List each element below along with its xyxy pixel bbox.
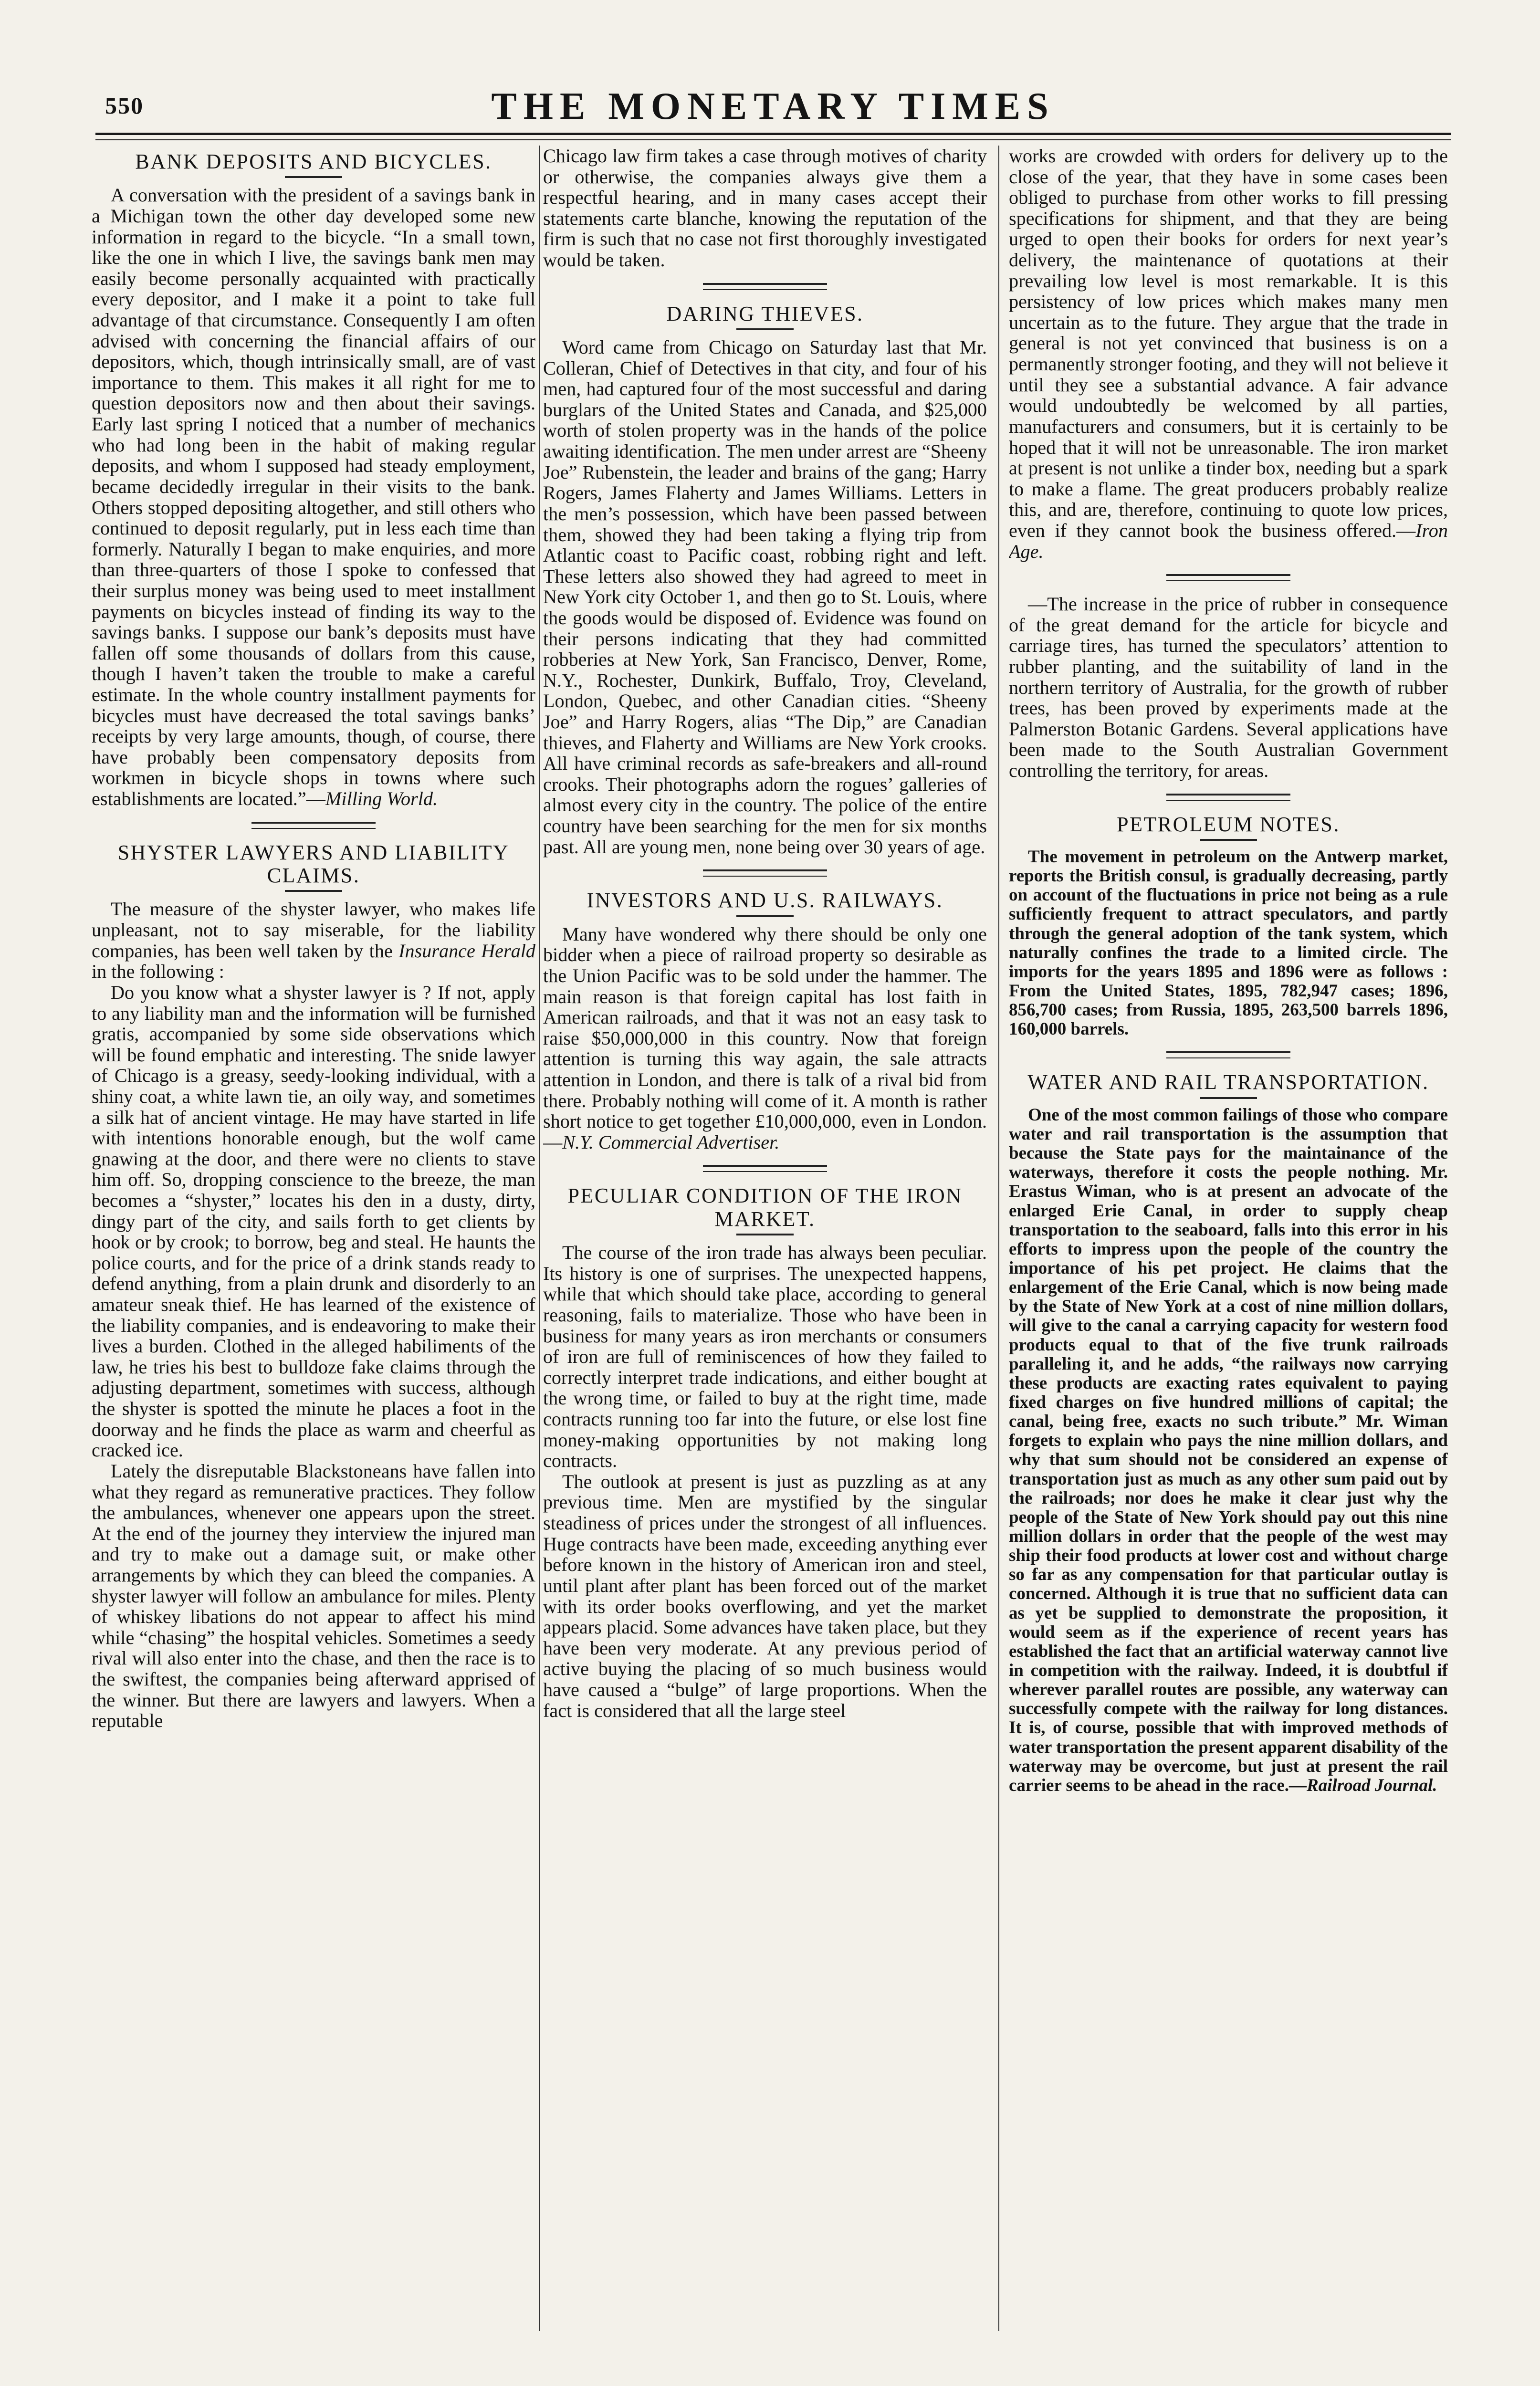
- article-source: Milling World.: [325, 788, 438, 810]
- article-separator: [1166, 794, 1290, 801]
- article-paragraph: —The increase in the price of rubber in consequence of the great demand for the article for bicycle and carriage tires, has turned the speculators’ attention to rubber planting, and the suitability of land in the northern territory of Australia, for the growth of rubber trees, has been proved by experiments made at the Palmerston Botanic Gardens. Several applications have been made to the South Australian Government controlling the territory, for areas.: [1009, 593, 1448, 782]
- article-body: [1009, 594, 1448, 781]
- article-heading: PECULIAR CONDITION OF THE IRON MARKET.: [567, 1184, 963, 1231]
- article-body: [1009, 1106, 1448, 1795]
- article-body: [1009, 146, 1448, 562]
- column-3: [1009, 146, 1448, 2331]
- article-paragraph: Chicago law firm takes a case through motives of charity or otherwise, the companies always give them a respectful hearing, and in many cases accept their statements carte blanche, knowing the reputation of the firm is such that no case not first thoroughly investigated would be taken.: [543, 146, 987, 271]
- article-heading: DARING THIEVES.: [666, 302, 864, 325]
- article-paragraph: Lately the disreputable Blackstoneans have fallen into what they regard as remunerative practices. They follow the ambulances, whenever one appears upon the street. At the end of the journey they interview the injured man and try to make out a damage suit, or make other arrangements by which they can bleed the companies. A shyster lawyer will follow an ambulance for miles. Plenty of whiskey libations do not appear to affect his mind while “chasing” the hospital vehicles. Sometimes a seedy rival will also enter into the chase, and then the race is to the swiftest, the companies being afterward apprised of the winner. But there are lawyers and lawyers. When a reputable: [92, 1460, 535, 1732]
- article-separator: [251, 822, 376, 829]
- article-body: [543, 1242, 987, 1721]
- article-heading: BANK DEPOSITS AND BICYCLES.: [135, 150, 492, 173]
- article-paragraph: The outlook at present is just as puzzling as at any previous time. Men are mystified by the singular steadiness of prices under the strongest of all influences. Huge contracts have been made, exceeding anything ever before known in the history of American iron and steel, until plant after plant has been forced out of the market with its order books overflowing, and yet the market appears placid. Some advances have taken place, but they have been very moderate. At any previous period of active buying the placing of so much business would have caused a “bulge” of large proportions. When the fact is considered that all the large steel: [543, 1470, 987, 1721]
- article-separator: [1166, 1051, 1290, 1058]
- article-paragraph: The course of the iron trade has always been peculiar. Its history is one of surprises. The unexpected happens, while that which should take place, according to general reasoning, fails to materialize. Those who have been in business for many years as iron merchants or consumers of iron are full of reminiscences of how they failed to correctly interpret trade indications, and either bought at the wrong time, or failed to buy at the right time, made contracts running too far into the future, or else lost fine money-making opportunities by not making long contracts.: [543, 1242, 987, 1472]
- heading-rule: [736, 1234, 794, 1235]
- article-body: [92, 185, 535, 809]
- article-separator: [703, 869, 827, 877]
- article-paragraph: in the following :: [92, 961, 224, 983]
- article-heading: PETROLEUM NOTES.: [1117, 812, 1340, 836]
- column-2: [543, 146, 987, 2331]
- heading-rule: [1200, 1097, 1257, 1099]
- article-separator: [1166, 574, 1290, 581]
- column-1: [92, 146, 535, 2331]
- article-body: [543, 337, 987, 857]
- article-body: [1009, 848, 1448, 1039]
- heading-rule: [285, 176, 342, 178]
- article-paragraph: works are crowded with orders for delivery up to the close of the year, that they have in some cases been obliged to purchase from other works to fill pressing specifications for shipment, and that they are being urged to open their books for orders for next year’s delivery, the maintenance of quotations at their prevailing low level is most remarkable. It is this persistency of low prices which makes many men uncertain as to the future. They argue that the trade in general is not yet convinced that business is on a permanently stronger footing, and they will not believe it until they see a substantial advance. A fair advance would undoubtedly be welcomed by all parties, manufacturers and consumers, but it is certainly to be hoped that it will not be unreasonable. The iron market at present is not unlike a tinder box, needing but a spark to make a flame. The great producers probably realize this, and are, therefore, continuing to quote low prices, even if they cannot book the business offered.—: [1009, 146, 1448, 541]
- article-heading: SHYSTER LAWYERS AND LIABILITY CLAIMS.: [117, 840, 510, 888]
- masthead-rule: [95, 133, 1451, 135]
- heading-rule: [736, 915, 794, 917]
- article-source: Railroad Journal.: [1307, 1775, 1437, 1795]
- article-paragraph: Word came from Chicago on Saturday last that Mr. Colleran, Chief of Detectives in that city, and four of his men, had captured four of the most successful and daring burglars of the United States and Canada, and $25,000 worth of stolen property was in the hands of the police awaiting identification. The men under arrest are “Sheeny Joe” Rubenstein, the leader and brains of the gang; Harry Rogers, James Flaherty and James Williams. Letters in the men’s possession, which have been passed between them, showed they had been taking a flying trip from Atlantic coast to Pacific coast, robbing right and left. These letters also showed they had agreed to meet in New York city October 1, and then go to St. Louis, where the goods would be disposed of. Evidence was found on their persons indicating that they had committed robberies at New York, San Francisco, Denver, Rome, N.Y., Rochester, Dunkirk, Buffalo, Troy, Cleveland, London, Quebec, and other Canadian cities. “Sheeny Joe” and Harry Rogers, alias “The Dip,” are Canadian thieves, and Flaherty and Williams are New York crooks. All have criminal records as safe-breakers and all-round crooks. Their photographs adorn the rogues’ galleries of almost every city in the country. The police of the entire country have been searching for the men for six months past. All are young men, none being over 30 years of age.: [543, 336, 987, 858]
- masthead-rule-thin: [95, 139, 1451, 140]
- article-body: [543, 924, 987, 1153]
- publication-name: Insurance Herald: [398, 940, 535, 962]
- column-divider: [539, 146, 540, 2331]
- article-source: Iron Age.: [1009, 519, 1448, 562]
- article-heading: INVESTORS AND U.S. RAILWAYS.: [587, 889, 943, 912]
- article-paragraph: The movement in petroleum on the Antwerp market, reports the British consul, is gradually decreasing, partly on account of the fluctuations in price not being as a rule sufficiently frequent to attract speculators, and partly through the general adoption of the tank system, which naturally confines the trade to a limited circle. The imports for the years 1895 and 1896 were as follows : From the United States, 1895, 782,947 cases; 1896, 856,700 cases; from Russia, 1895, 263,500 barrels 1896, 160,000 barrels.: [1009, 847, 1448, 1039]
- heading-rule: [1200, 839, 1257, 841]
- page-number: 550: [105, 92, 144, 119]
- article-paragraph: A conversation with the president of a savings bank in a Michigan town the other day developed some new information in regard to the bicycle. “In a small town, like the one in which I live, the savings bank men may easily become personally acquainted with practically every depositor, and I make it a point to take full advantage of that circumstance. Consequently I am often advised with concerning the financial affairs of our depositors, which, though intrinsically small, are of vast importance to them. This makes it all right for me to question depositors now and then about their savings. Early last spring I noticed that a number of mechanics who had long been in the habit of making regular deposits, and whom I supposed had steady employment, became decidedly irregular in their visits to the bank. Others stopped depositing altogether, and still others who continued to deposit regularly, put in less each time than formerly. Naturally I began to make enquiries, and more than three-quarters of those I spoke to confessed that their surplus money was being used to meet installment payments on bicycles instead of finding its way to the savings banks. I suppose our bank’s deposits must have fallen off some thousands of dollars from this cause, though I haven’t taken the trouble to make a careful estimate. In the whole country installment payments for bicycles must have decreased the total savings banks’ receipts by very large amounts, though, of course, there have probably been compensatory deposits from workmen in bicycle shops in towns where such establishments are located.”—: [92, 184, 535, 810]
- article-source: N.Y. Commercial Advertiser.: [562, 1131, 780, 1153]
- article-separator: [703, 1165, 827, 1172]
- heading-rule: [285, 890, 342, 892]
- article-paragraph: Do you know what a shyster lawyer is ? If not, apply to any liability man and the information will be furnished gratis, accompanied by some side observations which will be found emphatic and interesting. The snide lawyer of Chicago is a greasy, seedy-looking individual, with a shiny coat, a white lawn tie, an oily way, and sometimes a silk hat of ancient vintage. He may have started in life with intentions honorable enough, but the wolf came gnawing at the door, and there were no clients to stave him off. So, dropping conscience to the breeze, the man becomes a “shyster,” locates his den in a dusty, dirty, dingy part of the city, and sails forth to get clients by hook or by crook; to borrow, beg and steal. He haunts the police courts, and for the price of a drink stands ready to defend anything, from a plain drunk and disorderly to an amateur sneak thief. He has learned of the existence of the liability companies, and is endeavoring to make their lives a burden. Clothed in the alleged habiliments of the law, he tries his best to bulldoze fake claims through the adjusting department, sometimes with success, although the shyster is spotted the minute he places a foot in the doorway and he finds the place as warm and cheerful as cracked ice.: [92, 981, 535, 1461]
- article-heading: WATER AND RAIL TRANSPORTATION.: [1027, 1070, 1429, 1094]
- article-paragraph: The measure of the shyster lawyer, who makes life unpleasant, not to say miserable, for the liability companies, has been well taken by the: [92, 898, 535, 962]
- paper-title: THE MONETARY TIMES: [491, 85, 1055, 127]
- article-body: [543, 146, 987, 271]
- article-paragraph: One of the most common failings of those who compare water and rail transportation is the assumption that because the State pays for the maintainance of the waterways, therefore it costs the people nothing. Mr. Erastus Wiman, who is at present an advocate of the enlarged Erie Canal, in order to supply cheap transportation to the seaboard, falls into this error in his efforts to impress upon the people of the country the importance of his pet project. He claims that the enlargement of the Erie Canal, which is now being made by the State of New York at a cost of nine million dollars, will give to the canal a carrying capacity for western food products equal to that of the five trunk railroads paralleling it, and he adds, “the railways now carrying these products are exacting rates equivalent to paying fixed charges on five hundred millions of capital; the canal, being free, exacts no such tribute.” Mr. Wiman forgets to explain who pays the nine million dollars, and why that sum should not be considered an expense of transportation just as much as any other sum paid out by the railroads; nor does he make it clear just why the people of the State of New York should pay out this nine million dollars in order that the people of the west may ship their food products at lower cost and without charge so far as any compensation for that particular outlay is concerned. Although it is true that no sufficient data can as yet be supplied to demonstrate the proposition, it would seem as if the experience of recent years has established the fact that an artificial waterway cannot live in competition with the railway. Indeed, it is doubtful if wherever parallel routes are possible, any waterway can successfully compete with the railway for long distances. It is, of course, possible that with improved methods of water transportation the present apparent disability of the waterway may be overcome, but just at present the rail carrier seems to be ahead in the race.—: [1009, 1105, 1448, 1795]
- heading-rule: [736, 328, 794, 330]
- article-body: [92, 899, 535, 1731]
- masthead: [95, 85, 1451, 128]
- column-divider: [998, 146, 999, 2331]
- article-paragraph: Many have wondered why there should be only one bidder when a piece of railroad property so desirable as the Union Pacific was to be sold under the hammer. The main reason is that foreign capital has lost faith in American railroads, and that it was not an easy task to raise $50,000,000 in this country. Now that foreign attention is turning this way again, the sale attracts attention in London, and there is talk of a rival bid from there. Probably nothing will come of it. A month is rather short notice to get together £10,000,000, even in London.—: [543, 923, 987, 1153]
- article-separator: [703, 283, 827, 290]
